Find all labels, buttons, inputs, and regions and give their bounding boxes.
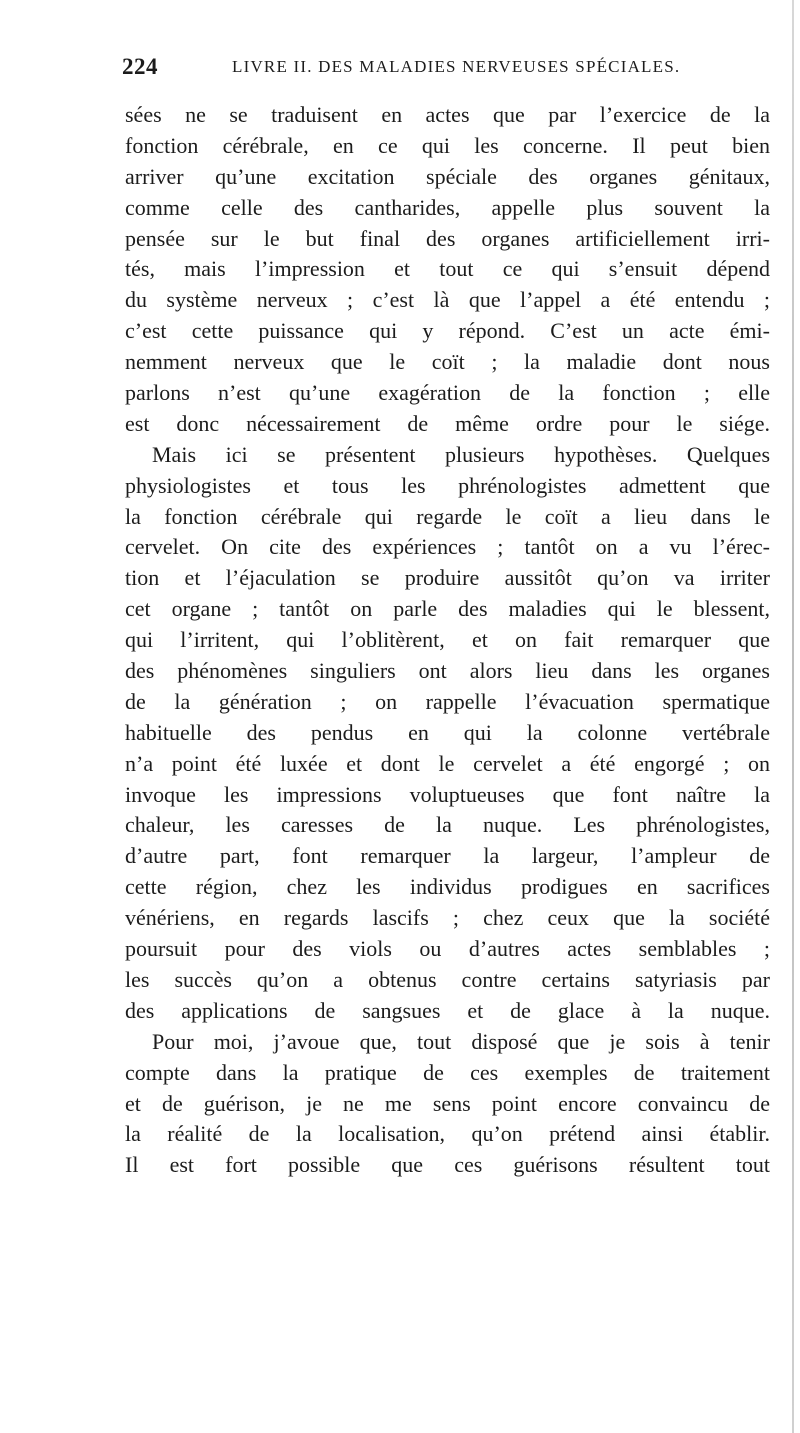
page-number: 224: [122, 54, 158, 79]
text-line: parlons n’est qu’une exagération de la fonction ; elle: [125, 380, 770, 406]
text-line: Il est fort possible que ces guérisons résultent tout: [125, 1152, 770, 1178]
text-line: compte dans la pratique de ces exemples de traitement: [125, 1059, 770, 1085]
running-head: [122, 54, 697, 84]
body-text: [125, 100, 770, 1181]
text-line: cervelet. On cite des expériences ; tantôt on a vu l’érec-: [125, 534, 770, 560]
text-line: c’est cette puissance qui y répond. C’est un acte émi-: [125, 318, 770, 344]
text-line: des applications de sangsues et de glace à la nuque.: [125, 997, 770, 1023]
text-line: tés, mais l’impression et tout ce qui s’ensuit dépend: [125, 256, 770, 282]
text-line: cet organe ; tantôt on parle des maladies qui le blessent,: [125, 596, 770, 622]
text-line: tion et l’éjaculation se produire aussitôt qu’on va irriter: [125, 565, 770, 591]
text-line: comme celle des cantharides, appelle plus souvent la: [125, 194, 770, 220]
text-line: nemment nerveux que le coït ; la maladie dont nous: [125, 349, 770, 375]
text-line: habituelle des pendus en qui la colonne vertébrale: [125, 719, 770, 745]
text-line: d’autre part, font remarquer la largeur, l’ampleur de: [125, 843, 770, 869]
running-title: LIVRE II. DES MALADIES NERVEUSES SPÉCIALES.: [232, 57, 681, 76]
text-line: chaleur, les caresses de la nuque. Les phrénologistes,: [125, 812, 770, 838]
page-edge-shadow: [792, 0, 794, 1433]
text-line: arriver qu’une excitation spéciale des organes génitaux,: [125, 163, 770, 189]
text-line: de la génération ; on rappelle l’évacuation spermatique: [125, 688, 770, 714]
text-line: n’a point été luxée et dont le cervelet a été engorgé ; on: [125, 750, 770, 776]
text-line: la réalité de la localisation, qu’on prétend ainsi établir.: [125, 1121, 770, 1147]
text-line: sées ne se traduisent en actes que par l’exercice de la: [125, 102, 770, 127]
paragraph-start-line: Pour moi, j’avoue que, tout disposé que je sois à tenir: [152, 1028, 770, 1054]
text-line: la fonction cérébrale qui regarde le coït a lieu dans le: [125, 503, 770, 529]
text-line: est donc nécessairement de même ordre pour le siége.: [125, 410, 770, 436]
text-line: poursuit pour des viols ou d’autres actes semblables ;: [125, 936, 770, 962]
text-line: physiologistes et tous les phrénologistes admettent que: [125, 472, 770, 498]
text-line: cette région, chez les individus prodigues en sacrifices: [125, 874, 770, 900]
text-line: des phénomènes singuliers ont alors lieu dans les organes: [125, 658, 770, 684]
text-line: vénériens, en regards lascifs ; chez ceux que la société: [125, 905, 770, 931]
text-line: du système nerveux ; c’est là que l’appel a été entendu ;: [125, 287, 770, 313]
paragraph-start-line: Mais ici se présentent plusieurs hypothèses. Quelques: [152, 441, 770, 467]
text-line: fonction cérébrale, en ce qui les concerne. Il peut bien: [125, 132, 770, 158]
text-line: invoque les impressions voluptueuses que font naître la: [125, 781, 770, 807]
text-line: pensée sur le but final des organes artificiellement irri-: [125, 225, 770, 251]
text-line: qui l’irritent, qui l’oblitèrent, et on fait remarquer que: [125, 627, 770, 653]
text-line: les succès qu’on a obtenus contre certains satyriasis par: [125, 966, 770, 992]
text-line: et de guérison, je ne me sens point encore convaincu de: [125, 1090, 770, 1116]
